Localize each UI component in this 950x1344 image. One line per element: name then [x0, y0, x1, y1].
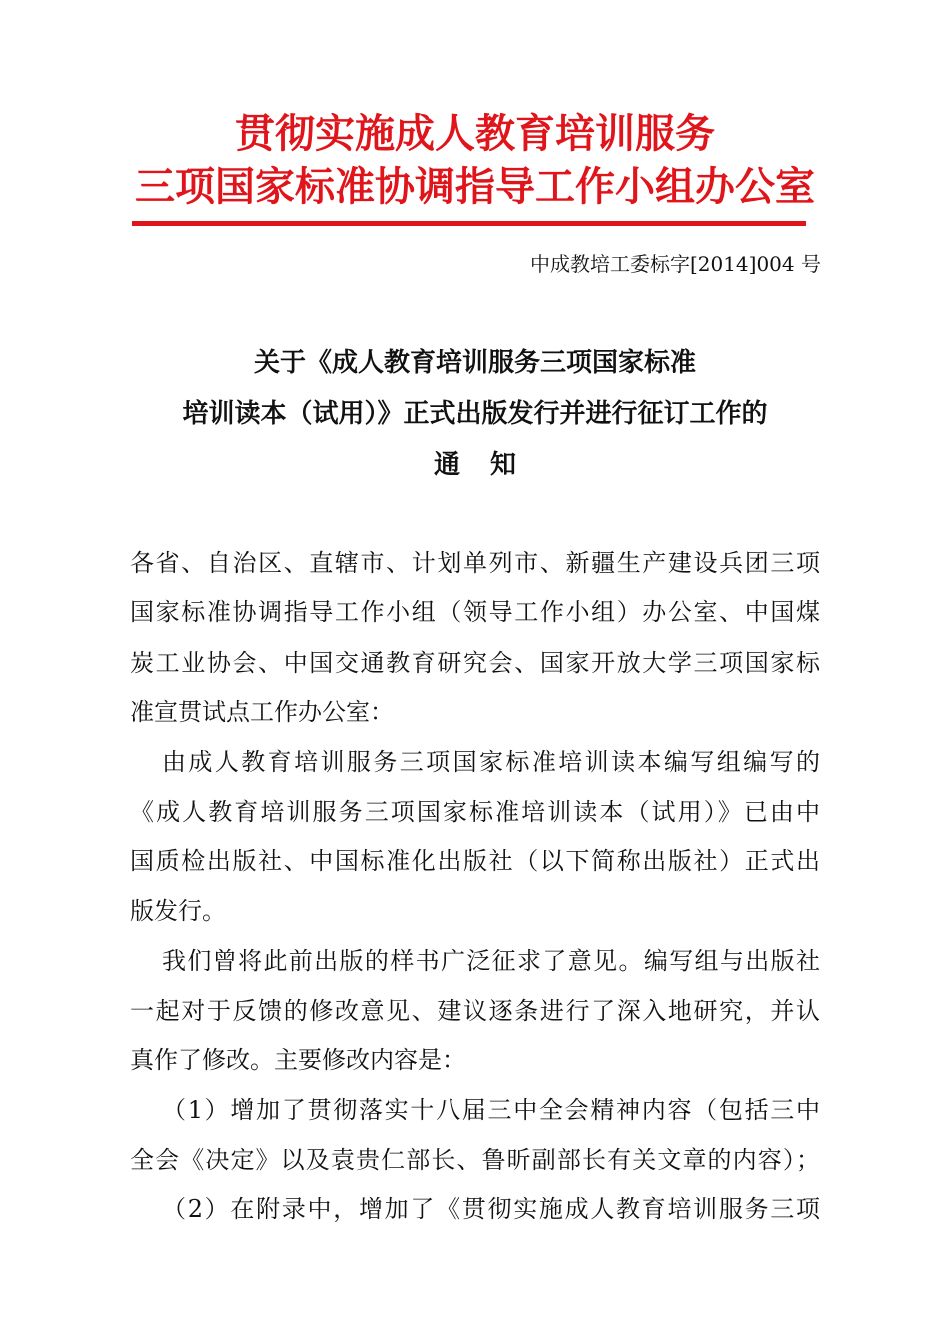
paragraph-line: 版发行。 — [130, 897, 226, 925]
paragraph-line: 国质检出版社、中国标准化出版社（以下简称出版社）正式出 — [130, 847, 820, 875]
paragraph-line: 由成人教育培训服务三项国家标准培训读本编写组编写的 — [162, 748, 820, 776]
recipients-line: 准宣贯试点工作办公室： — [130, 698, 394, 726]
paragraph-line: 《成人教育培训服务三项国家标准培训读本（试用）》已由中 — [130, 798, 820, 826]
issuing-office-line-2: 三项国家标准协调指导工作小组办公室 — [135, 163, 815, 210]
list-item-line: 全会《决定》以及袁贵仁部长、鲁昕副部长有关文章的内容）； — [130, 1146, 820, 1174]
list-item-line: （1）增加了贯彻落实十八届三中全会精神内容（包括三中 — [162, 1096, 820, 1124]
issuing-office-line-1: 贯彻实施成人教育培训服务 — [235, 110, 715, 157]
notice-title-line-1: 关于《成人教育培训服务三项国家标准 — [253, 348, 696, 378]
paragraph-line: 真作了修改。主要修改内容是： — [130, 1046, 466, 1074]
notice-title-line-3: 通知 — [433, 450, 546, 480]
recipients-line: 炭工业协会、中国交通教育研究会、国家开放大学三项国家标 — [130, 649, 820, 677]
notice-title-line-2: 培训读本（试用）》正式出版发行并进行征订工作的 — [182, 399, 768, 429]
paragraph-line: 我们曾将此前出版的样书广泛征求了意见。编写组与出版社 — [162, 947, 820, 975]
list-item-line: （2）在附录中，增加了《贯彻实施成人教育培训服务三项 — [162, 1195, 820, 1223]
document-number: 中成教培工委标字[2014]004 号 — [529, 252, 821, 276]
red-header-rule — [132, 221, 806, 226]
paragraph-line: 一起对于反馈的修改意见、建议逐条进行了深入地研究，并认 — [130, 997, 820, 1025]
recipients-line: 各省、自治区、直辖市、计划单列市、新疆生产建设兵团三项 — [130, 549, 820, 577]
recipients-line: 国家标准协调指导工作小组（领导工作小组）办公室、中国煤 — [130, 598, 820, 626]
